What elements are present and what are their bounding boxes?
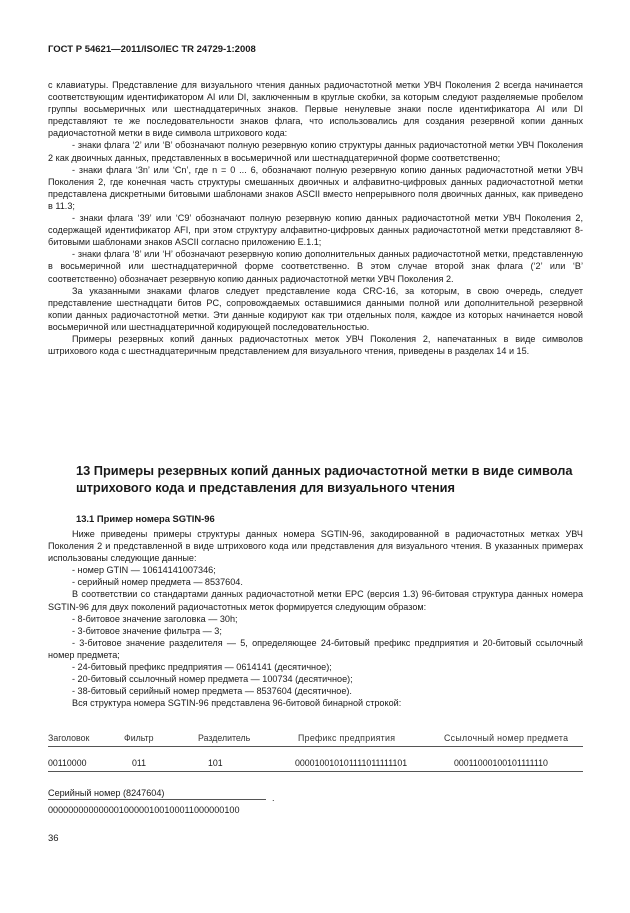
list-item: - 20-битовый ссылочный номер предмета — 100734 (десятичное); bbox=[72, 674, 353, 685]
header-cell-item-reference: Ссылочный номер предмета bbox=[444, 733, 569, 743]
page-number: 36 bbox=[48, 833, 59, 844]
paragraph: - знаки флага ‘39’ или ‘C9’ обозначают полную резервную копию данных радиочастотной метки УВЧ Поколения 2, содержащей идентификатор AFI, при этом структуру алфавитно-цифровых данных радиочастотной метки представляют 8-битовыми шаблонами знаков ASCII согласно приложению Е.1.1; bbox=[48, 213, 583, 248]
body-text-block-2 bbox=[48, 528, 583, 709]
list-item: - номер GTIN — 10614141007346; bbox=[72, 565, 216, 576]
serial-number-value: 00000000000000100000100100011000000100 bbox=[48, 805, 240, 815]
body-text-block-1 bbox=[48, 79, 583, 357]
serial-dot: . bbox=[272, 793, 275, 803]
serial-number-label: Серийный номер (8247604) bbox=[48, 788, 266, 800]
paragraph: В соответствии со стандартами данных радиочастотной метки EPC (версия 1.3) 96-битовая структура данных номера SGTIN-96 для двух поколений радиочастотных меток формируется следующим образом: bbox=[48, 589, 583, 612]
paragraph: Примеры резервных копий данных радиочастотных меток УВЧ Поколения 2, напечатанных в виде символов штрихового кода с шестнадцатеричным представлением для визуального чтения, приведены в разделах 14 и 15. bbox=[48, 333, 583, 357]
value-cell-filter: 011 bbox=[132, 758, 147, 768]
paragraph: За указанными знаками флагов следует представление кода CRC-16, за которым, в свою очередь, следует представление шестнадцати битов PC, сопровождаемых оставшимися данными полной или дополнительной резервной копии данных радиочастотной метки. Эти данные кодируют как три отдельных поля, каждое из которых начинается новой восьмеричной или шестнадцатеричной кодирующей последовательностью. bbox=[48, 285, 583, 332]
list-item: - 8-битовое значение заголовка — 30h; bbox=[72, 613, 238, 624]
header-cell-partition: Разделитель bbox=[198, 733, 251, 743]
value-cell-company-prefix: 000010010101111011111101 bbox=[295, 758, 408, 768]
subsection-title: 13.1 Пример номера SGTIN-96 bbox=[76, 513, 215, 524]
bit-table-header bbox=[48, 733, 583, 747]
paragraph: Вся структура номера SGTIN-96 представлена 96-битовой бинарной строкой: bbox=[72, 698, 402, 709]
document-header: ГОСТ Р 54621—2011/ISO/IEC TR 24729-1:2008 bbox=[48, 44, 256, 55]
header-cell-header: Заголовок bbox=[48, 733, 90, 743]
list-item: - серийный номер предмета — 8537604. bbox=[72, 577, 243, 588]
section-title: 13 Примеры резервных копий данных радиочастотной метки в виде символа штрихового кода и представления для визуального чтения bbox=[76, 463, 573, 495]
header-cell-company-prefix: Префикс предприятия bbox=[298, 733, 396, 743]
paragraph: Ниже приведены примеры структуры данных номера SGTIN-96, закодированной в радиочастотных метках УВЧ Поколения 2 и представленной в виде штрихового кода или представления для визуального чтения. В указанных примерах использованы следующие данные: bbox=[48, 529, 583, 564]
list-item: - 38-битовый серийный номер предмета — 8537604 (десятичное). bbox=[72, 686, 352, 697]
paragraph: - знаки флага ‘2’ или ‘B’ обозначают полную резервную копию структуры данных радиочастотной метки УВЧ Поколения 2 как двоичных данных, представленных в восьмеричной или шестнадцатеричной форме соответственно; bbox=[48, 140, 583, 163]
paragraph: - знаки флага ‘3n’ или ‘Cn’, где n = 0 ... 6, обозначают полную резервную копию данных радиочастотной метки УВЧ Поколения 2, где конечная часть структуры смешанных двоичных и алфавитно-цифровых данных радиочастотной метки представлена дискретными битовыми шаблонами знаков ASCII вместо непрерывного поля двоичных данных, как приведено в 11.3; bbox=[48, 164, 583, 211]
bit-table-row bbox=[48, 758, 583, 772]
paragraph: - знаки флага ‘8’ или ‘H’ обозначают резервную копию дополнительных данных радиочастотной метки, представленную в восьмеричной или шестнадцатеричной форме соответственно. В этом случае второй знак флага (‘2’ или ‘B’ соответственно) обозначает резервную копию данных радиочастотной метки УВЧ Поколения 2. bbox=[48, 249, 583, 284]
value-cell-partition: 101 bbox=[208, 758, 223, 768]
header-cell-filter: Фильтр bbox=[124, 733, 154, 743]
list-item: - 24-битовый префикс предприятия — 0614141 (десятичное); bbox=[72, 662, 332, 673]
list-item: - 3-битовое значение фильтра — 3; bbox=[72, 625, 222, 636]
value-cell-item-reference: 00011000100101111110 bbox=[454, 758, 548, 768]
list-item: - 3-битовое значение разделителя — 5, определяющее 24-битовый префикс предприятия и 20-битовый ссылочный номер предмета; bbox=[48, 637, 583, 660]
value-cell-header: 00110000 bbox=[48, 758, 87, 768]
paragraph: с клавиатуры. Представление для визуального чтения данных радиочастотной метки УВЧ Поколения 2 всегда начинается соответствующим идентификатором AI или DI, заключенным в круглые скобки, за которым следуют разделяемые пробелом группы восьмеричных или шестнадцатеричных знаков. Первые ненулевые знаки после идентификатора AI или DI представляют те же последовательности знаков флага, что использовались для создания резервной копии данных радиочастотной метки в виде символа штрихового кода: bbox=[48, 80, 583, 139]
